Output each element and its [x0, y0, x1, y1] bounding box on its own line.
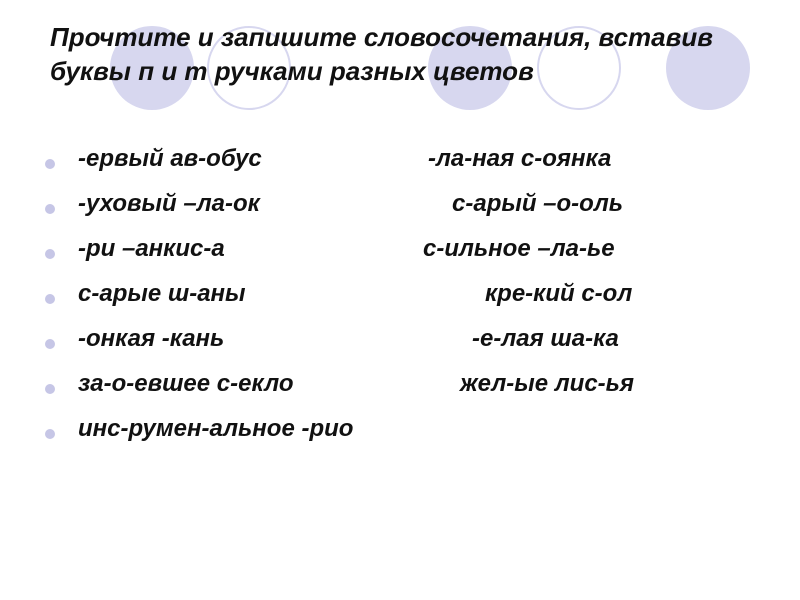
bullet-icon — [45, 249, 55, 259]
phrase-left: -уховый –ла-ок — [78, 190, 260, 217]
phrase-left: инс-румен-альное -рио — [78, 415, 354, 442]
bullet-icon — [45, 159, 55, 169]
list-item — [45, 325, 765, 370]
bullet-icon — [45, 294, 55, 304]
slide-title: Прочтите и запишите словосочетания, вставив буквы п и т ручками разных цветов — [50, 22, 713, 86]
phrase-right: с-арый –о-оль — [452, 190, 624, 217]
bullet-icon — [45, 429, 55, 439]
phrase-left: за-о-евшее с-екло — [78, 370, 294, 397]
phrase-right: -ла-ная с-оянка — [428, 145, 612, 172]
phrase-left: -онкая -кань — [78, 325, 225, 352]
phrase-left: -ервый ав-обус — [78, 145, 262, 172]
phrase-right: жел-ые лис-ья — [460, 370, 635, 397]
phrase-right: кре-кий с-ол — [485, 280, 633, 307]
list-item — [45, 370, 765, 415]
list-item — [45, 280, 765, 325]
bullet-icon — [45, 384, 55, 394]
list-item — [45, 415, 765, 460]
list-item — [45, 235, 765, 280]
phrase-list — [45, 145, 765, 460]
phrase-right: с-ильное –ла-ье — [423, 235, 615, 262]
list-item — [45, 145, 765, 190]
list-item — [45, 190, 765, 235]
phrase-left: с-арые ш-аны — [78, 280, 246, 307]
bullet-icon — [45, 339, 55, 349]
bullet-icon — [45, 204, 55, 214]
phrase-right: -е-лая ша-ка — [472, 325, 619, 352]
phrase-left: -ри –анкис-а — [78, 235, 225, 262]
